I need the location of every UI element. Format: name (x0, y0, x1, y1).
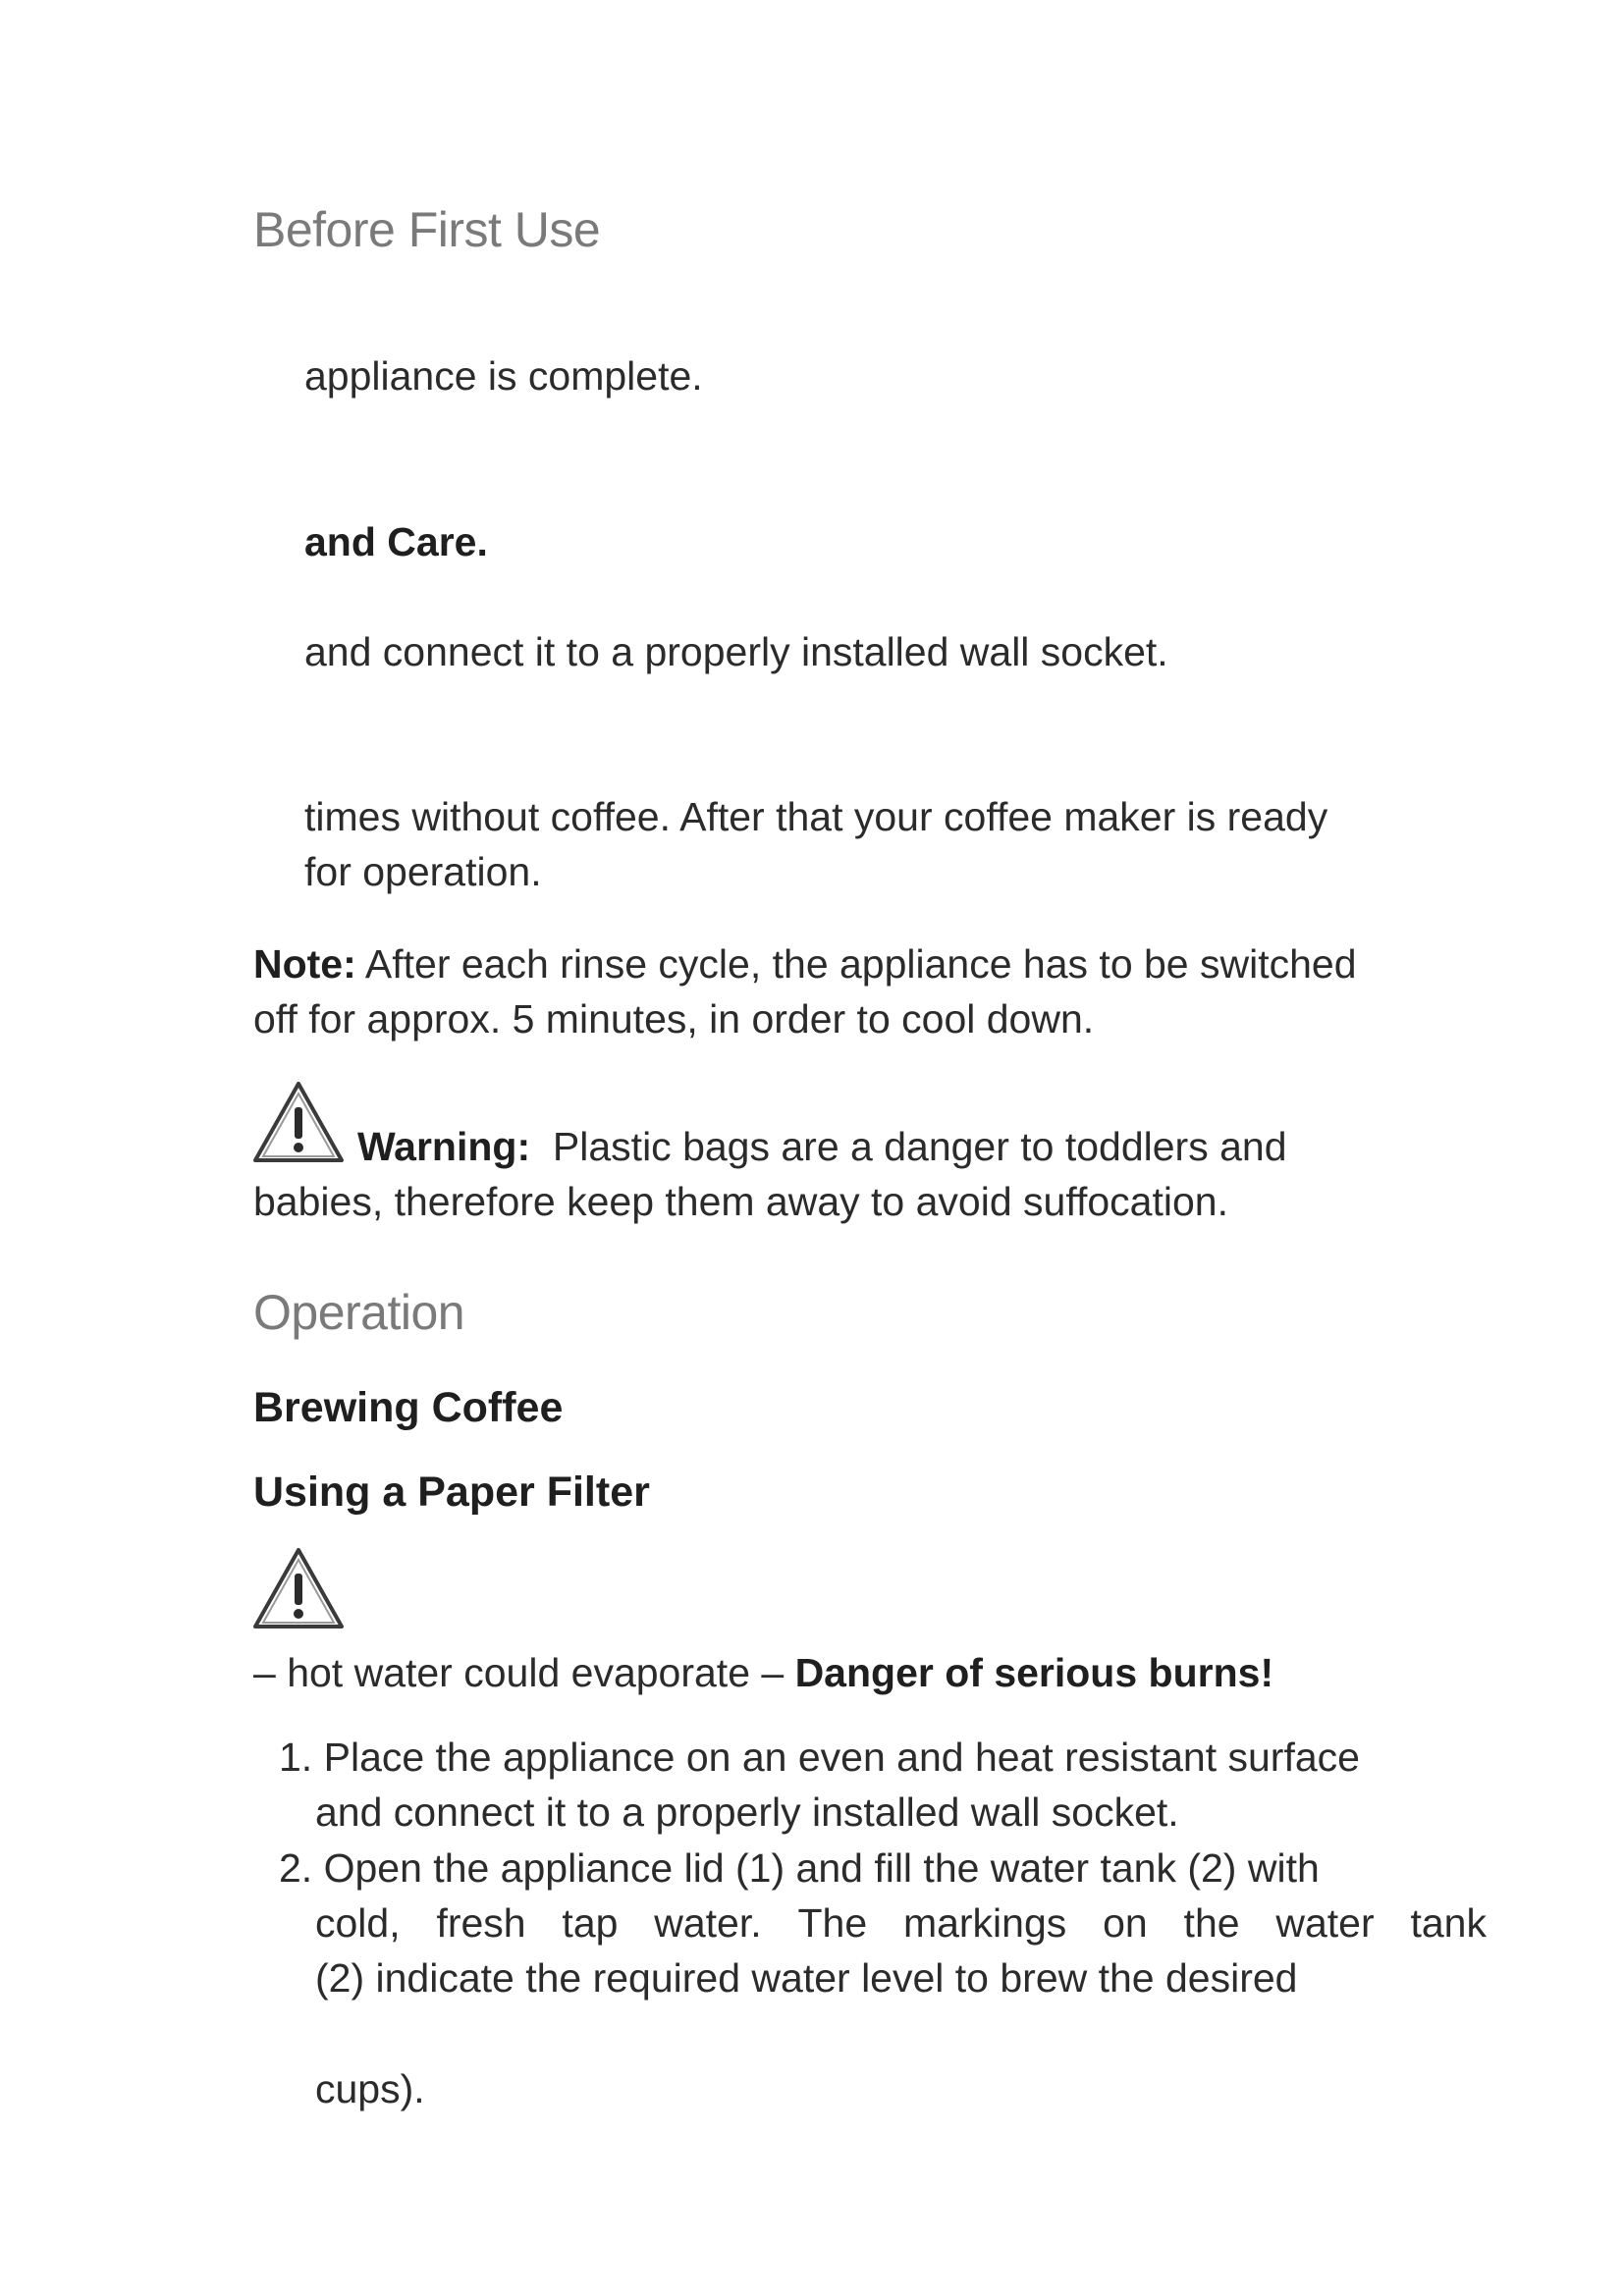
step-2-word: tap (562, 1900, 619, 1946)
text-appliance-complete: appliance is complete. (304, 353, 703, 399)
subheading-using-paper-filter: Using a Paper Filter (253, 1468, 650, 1516)
step-2-word: water (1275, 1900, 1375, 1946)
warning-text-1: Plastic bags are a danger to toddlers and (552, 1124, 1287, 1169)
step-2-line-1 (279, 1841, 1320, 1896)
step-2-word: on (1103, 1900, 1148, 1946)
step-2-word: water. (654, 1900, 762, 1946)
text-connect-socket: and connect it to a properly installed wall socket. (304, 629, 1168, 674)
text-times-without-coffee: times without coffee. After that your coffee maker is ready (304, 794, 1328, 839)
note-label: Note: (253, 941, 356, 987)
step-2-word: tank (1410, 1900, 1487, 1946)
text-for-operation: for operation. (304, 849, 542, 894)
step-2-word: fresh (436, 1900, 526, 1946)
burn-warning-bold: Danger of serious burns! (794, 1650, 1274, 1695)
warning-triangle-icon (251, 1546, 346, 1630)
burn-warning-prefix: – hot water could evaporate – (253, 1650, 795, 1695)
step-2-text-1: Open the appliance lid (1) and fill the water tank (2) with (323, 1845, 1320, 1891)
section-title-operation: Operation (253, 1285, 465, 1340)
warning-label: Warning: (357, 1124, 531, 1169)
step-1-number: 1. (279, 1735, 313, 1780)
step-1-text-1: Place the appliance on an even and heat resistant surface (323, 1735, 1360, 1780)
text-and-care: and Care. (304, 519, 488, 564)
step-2-text-4: cups). (315, 2066, 425, 2111)
step-2-text-3: (2) indicate the required water level to brew the desired (315, 1955, 1298, 2001)
warning-paragraph-line-1 (357, 1119, 1287, 1174)
step-1-line-1 (279, 1730, 1360, 1785)
step-2-number: 2. (279, 1845, 313, 1891)
step-2-word: The (797, 1900, 868, 1946)
step-2-word: cold, (315, 1900, 401, 1946)
note-paragraph-line-1 (253, 936, 1357, 991)
warning-text-2: babies, therefore keep them away to avoid suffocation. (253, 1179, 1228, 1224)
note-text-1: After each rinse cycle, the appliance has to be switched (355, 941, 1357, 987)
burn-warning-line (253, 1645, 1273, 1700)
step-2-word: the (1183, 1900, 1240, 1946)
section-title-before-first-use: Before First Use (253, 202, 601, 257)
step-2-word: markings (902, 1900, 1067, 1946)
subheading-brewing-coffee: Brewing Coffee (253, 1384, 564, 1431)
step-2-text-2 (315, 1896, 1487, 1950)
step-1-text-2: and connect it to a properly installed wall socket. (315, 1789, 1179, 1835)
warning-triangle-icon (251, 1080, 346, 1164)
note-text-2: off for approx. 5 minutes, in order to cool down. (253, 996, 1095, 1041)
